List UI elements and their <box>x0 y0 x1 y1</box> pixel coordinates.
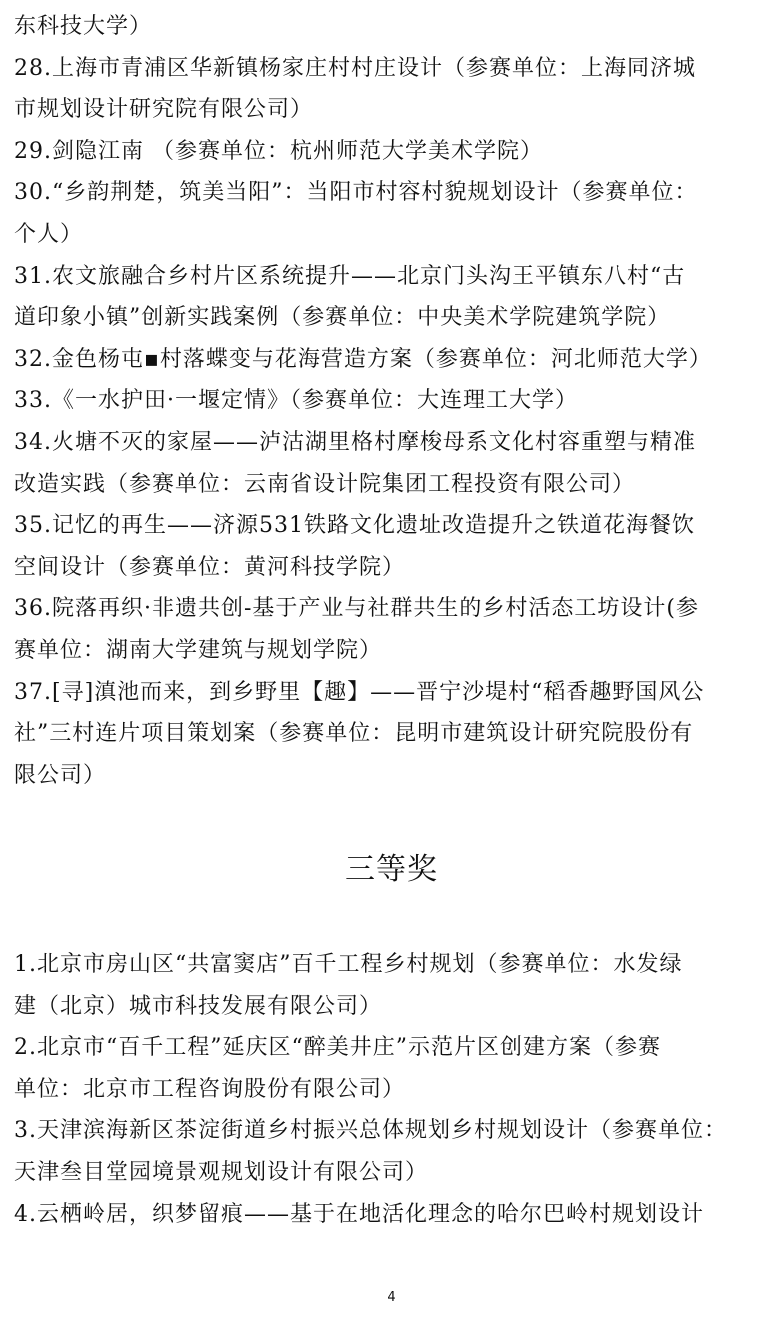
text-line: 37.[寻]滇池而来，到乡野里【趣】——晋宁沙堤村“稻香趣野国风公 <box>14 679 705 705</box>
text-line: 31.农文旅融合乡村片区系统提升——北京门头沟王平镇东八村“古 <box>14 263 686 289</box>
text-line: 空间设计（参赛单位：黄河科技学院） <box>14 554 406 580</box>
text-line: 30.“乡韵荆楚，筑美当阳”：当阳市村容村貌规划设计（参赛单位： <box>14 180 698 206</box>
text-line: 36.院落再织·非遗共创-基于产业与社群共生的乡村活态工坊设计(参 <box>14 596 699 622</box>
text-line: 东科技大学） <box>14 14 153 39</box>
page-number: 4 <box>387 1290 396 1305</box>
text-line: 29.剑隐江南 （参赛单位：杭州师范大学美术学院） <box>14 138 543 164</box>
award-list-continued <box>14 6 774 796</box>
text-line: 4.云栖岭居，织梦留痕——基于在地活化理念的哈尔巴岭村规划设计 <box>14 1201 704 1227</box>
text-line: 28.上海市青浦区华新镇杨家庄村村庄设计（参赛单位：上海同济城 <box>14 55 696 81</box>
text-line: 社”三村连片项目策划案（参赛单位：昆明市建筑设计研究院股份有 <box>14 721 694 747</box>
text-line: 市规划设计研究院有限公司） <box>14 97 314 123</box>
section-heading: 三等奖 <box>345 852 438 887</box>
third-prize-list <box>14 944 774 1235</box>
text-line: 赛单位：湖南大学建筑与规划学院） <box>14 637 383 663</box>
text-line: 33.《一水护田·一堰定情》（参赛单位：大连理工大学） <box>14 388 578 414</box>
text-line: 道印象小镇”创新实践案例（参赛单位：中央美术学院建筑学院） <box>14 305 671 331</box>
text-line: 35.记忆的再生——济源531铁路文化遗址改造提升之铁道花海餐饮 <box>14 513 695 539</box>
text-line: 34.火塘不灭的家屋——泸沽湖里格村摩梭母系文化村容重塑与精准 <box>14 429 696 455</box>
text-line: 2.北京市“百千工程”延庆区“醉美井庄”示范片区创建方案（参赛 <box>14 1035 661 1061</box>
text-line: 限公司） <box>14 762 107 788</box>
text-line: 天津叁目堂园境景观规划设计有限公司） <box>14 1159 429 1185</box>
text-line: 1.北京市房山区“共富窦店”百千工程乡村规划（参赛单位：水发绿 <box>14 952 683 977</box>
text-line: 3.天津滨海新区茶淀街道乡村振兴总体规划乡村规划设计（参赛单位： <box>14 1118 727 1144</box>
text-line: 改造实践（参赛单位：云南省设计院集团工程投资有限公司） <box>14 471 636 497</box>
text-line: 建（北京）城市科技发展有限公司） <box>14 993 383 1019</box>
text-line: 32.金色杨屯▪村落蝶变与花海营造方案（参赛单位：河北师范大学） <box>14 346 712 372</box>
text-line: 个人） <box>14 221 84 247</box>
text-line: 单位：北京市工程咨询股份有限公司） <box>14 1076 406 1102</box>
